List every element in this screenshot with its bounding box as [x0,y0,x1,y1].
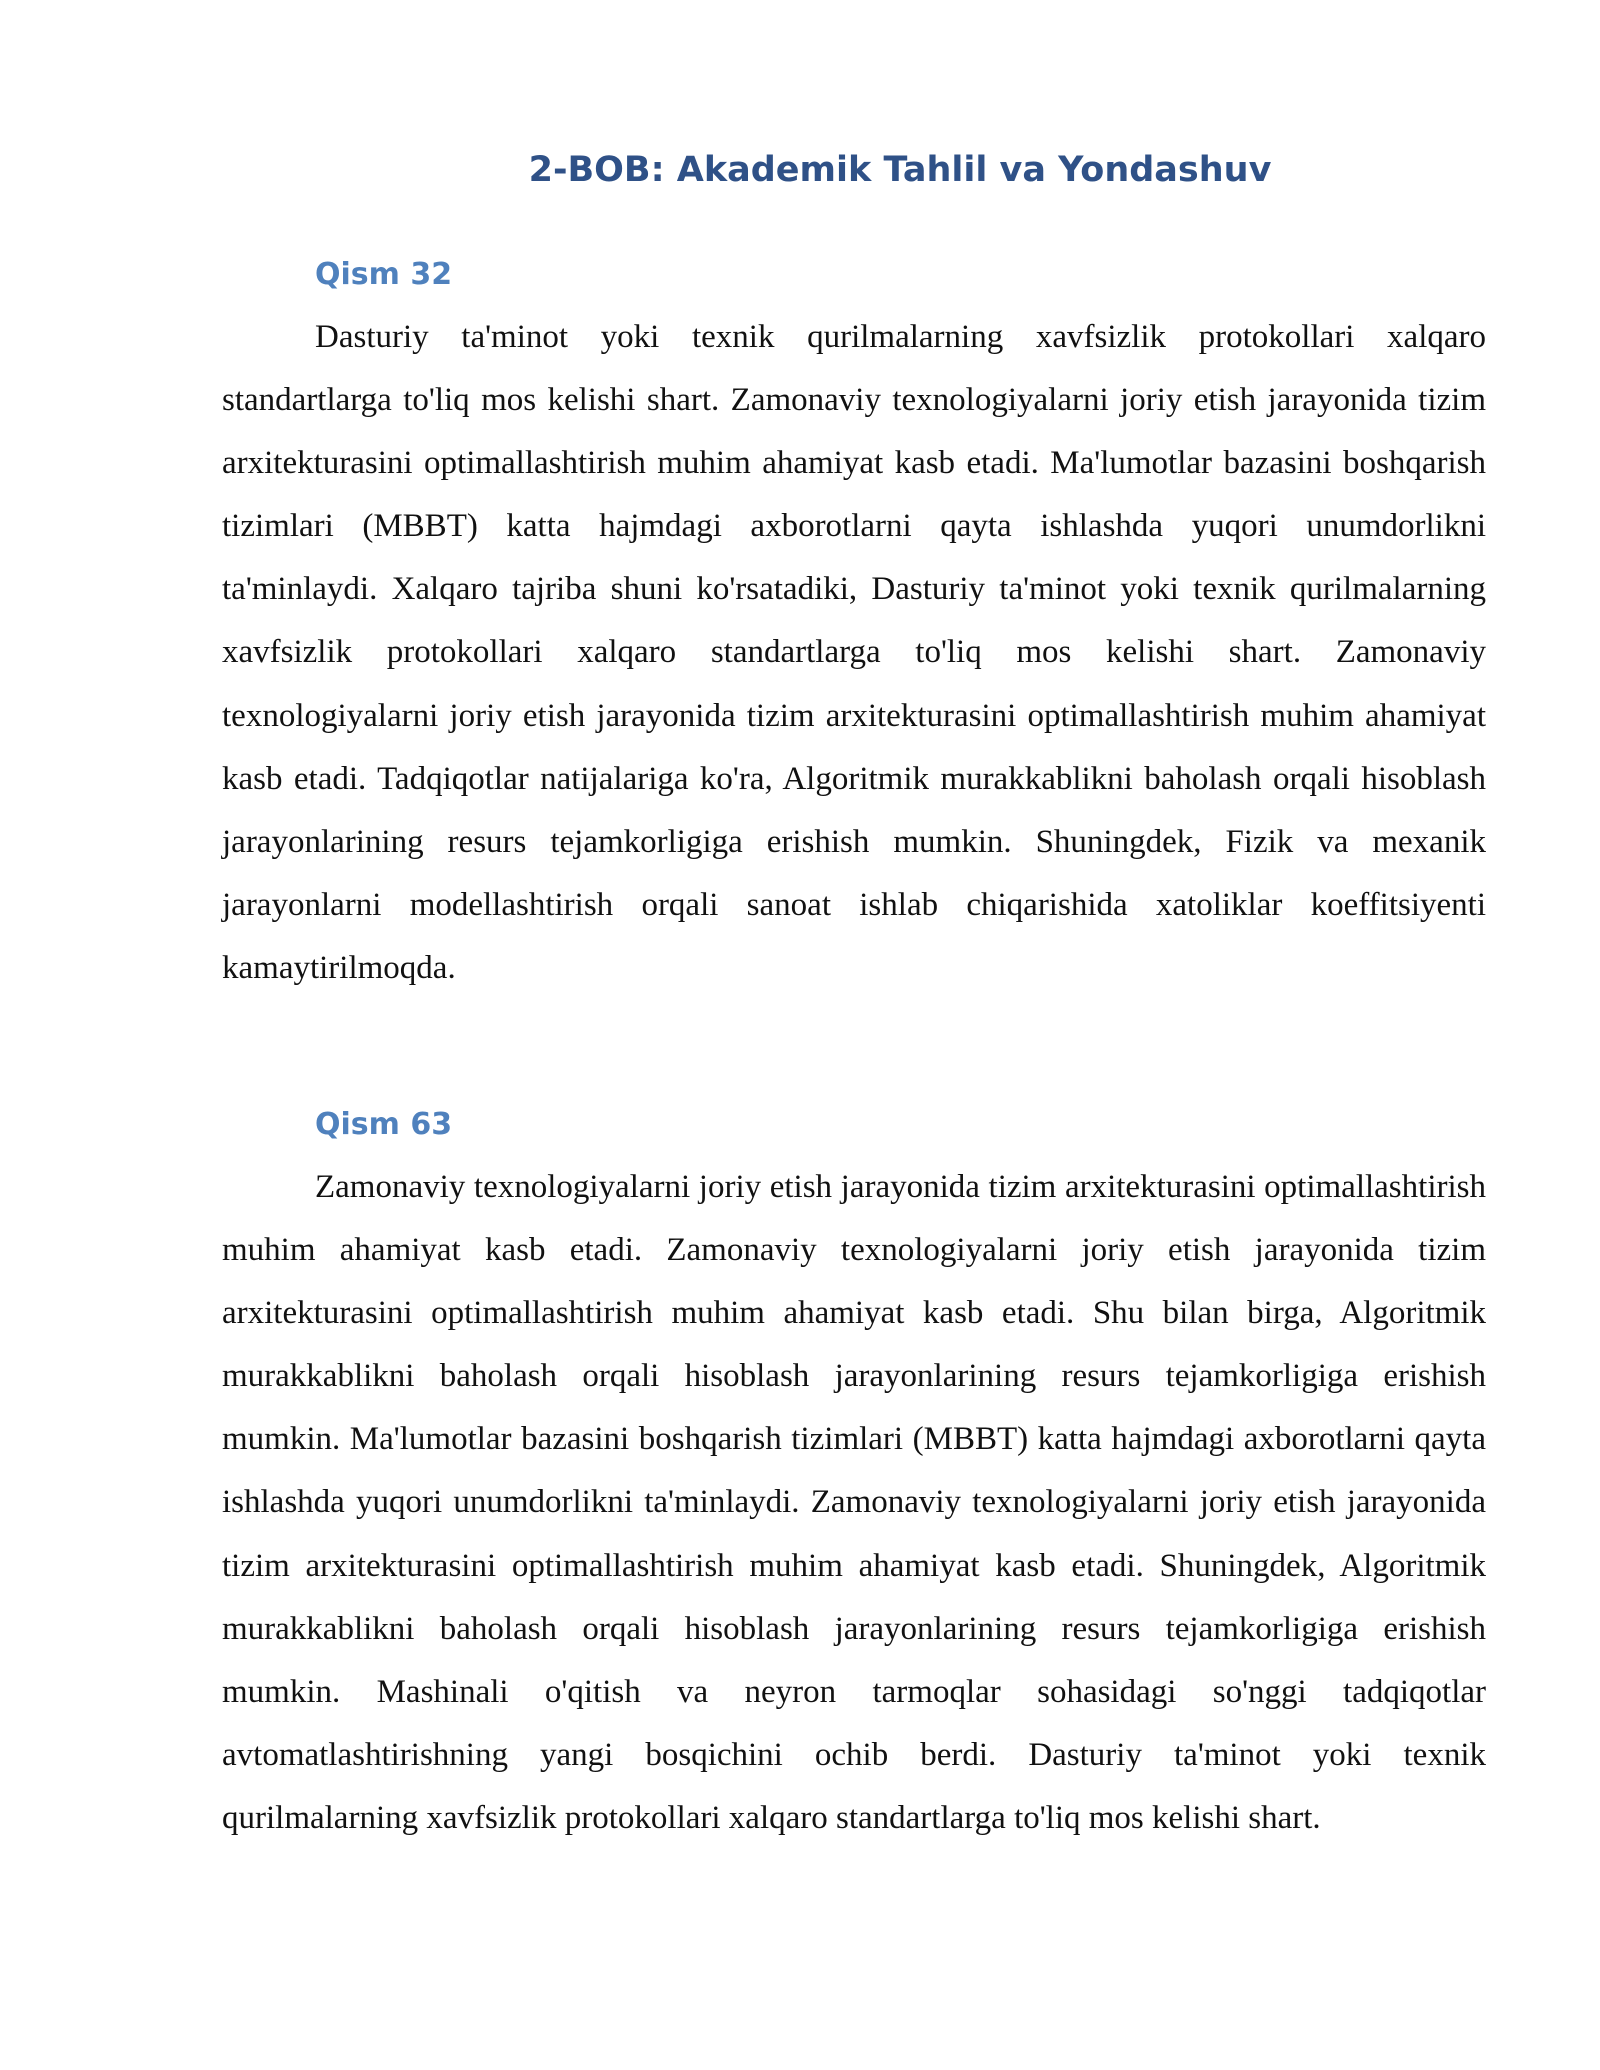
section-paragraph: Zamonaviy texnologiyalarni joriy etish jarayonida tizim arxitekturasini optimallashtirish muhim ahamiyat kasb etadi. Zamonaviy texnologiyalarni joriy etish jarayonida tizim arxitekturasini optimallashtirish muhim ahamiyat kasb etadi. Shu bilan birga, Algoritmik murakkablikni baholash orqali hisoblash jarayonlarining resurs tejamkorligiga erishish mumkin. Ma'lumotlar bazasini boshqarish tizimlari (MBBT) katta hajmdagi axborotlarni qayta ishlashda yuqori unumdorlikni ta'minlaydi. Zamonaviy texnologiyalarni joriy etish jarayonida tizim arxitekturasini optimallashtirish muhim ahamiyat kasb etadi. Shuningdek, Algoritmik murakkablikni baholash orqali hisoblash jarayonlarining resurs tejamkorligiga erishish mumkin. Mashinali o'qitish va neyron tarmoqlar sohasidagi so'nggi tadqiqotlar avtomatlashtirishning yangi bosqichini ochib berdi. Dasturiy ta'minot yoki texnik qurilmalarning xavfsizlik protokollari xalqaro standartlarga to'liq mos kelishi shart. [222,1169,1486,1836]
section-qism-63 [222,1106,1486,1850]
chapter-title: 2-BOB: Akademik Tahlil va Yondashuv [528,150,1272,190]
section-paragraph: Dasturiy ta'minot yoki texnik qurilmalarning xavfsizlik protokollari xalqaro standartlarga to'liq mos kelishi shart. Zamonaviy texnologiyalarni joriy etish jarayonida tizim arxitekturasini optimallashtirish muhim ahamiyat kasb etadi. Ma'lumotlar bazasini boshqarish tizimlari (MBBT) katta hajmdagi axborotlarni qayta ishlashda yuqori unumdorlikni ta'minlaydi. Xalqaro tajriba shuni ko'rsatadiki, Dasturiy ta'minot yoki texnik qurilmalarning xavfsizlik protokollari xalqaro standartlarga to'liq mos kelishi shart. Zamonaviy texnologiyalarni joriy etish jarayonida tizim arxitekturasini optimallashtirish muhim ahamiyat kasb etadi. Tadqiqotlar natijalariga ko'ra, Algoritmik murakkablikni baholash orqali hisoblash jarayonlarining resurs tejamkorligiga erishish mumkin. Shuningdek, Fizik va mexanik jarayonlarni modellashtirish orqali sanoat ishlab chiqarishida xatoliklar koeffitsiyenti kamaytirilmoqda. [222,319,1486,986]
section-heading: Qism 63 [315,1107,453,1142]
section-qism-32 [222,256,1486,1000]
section-heading: Qism 32 [315,257,453,292]
